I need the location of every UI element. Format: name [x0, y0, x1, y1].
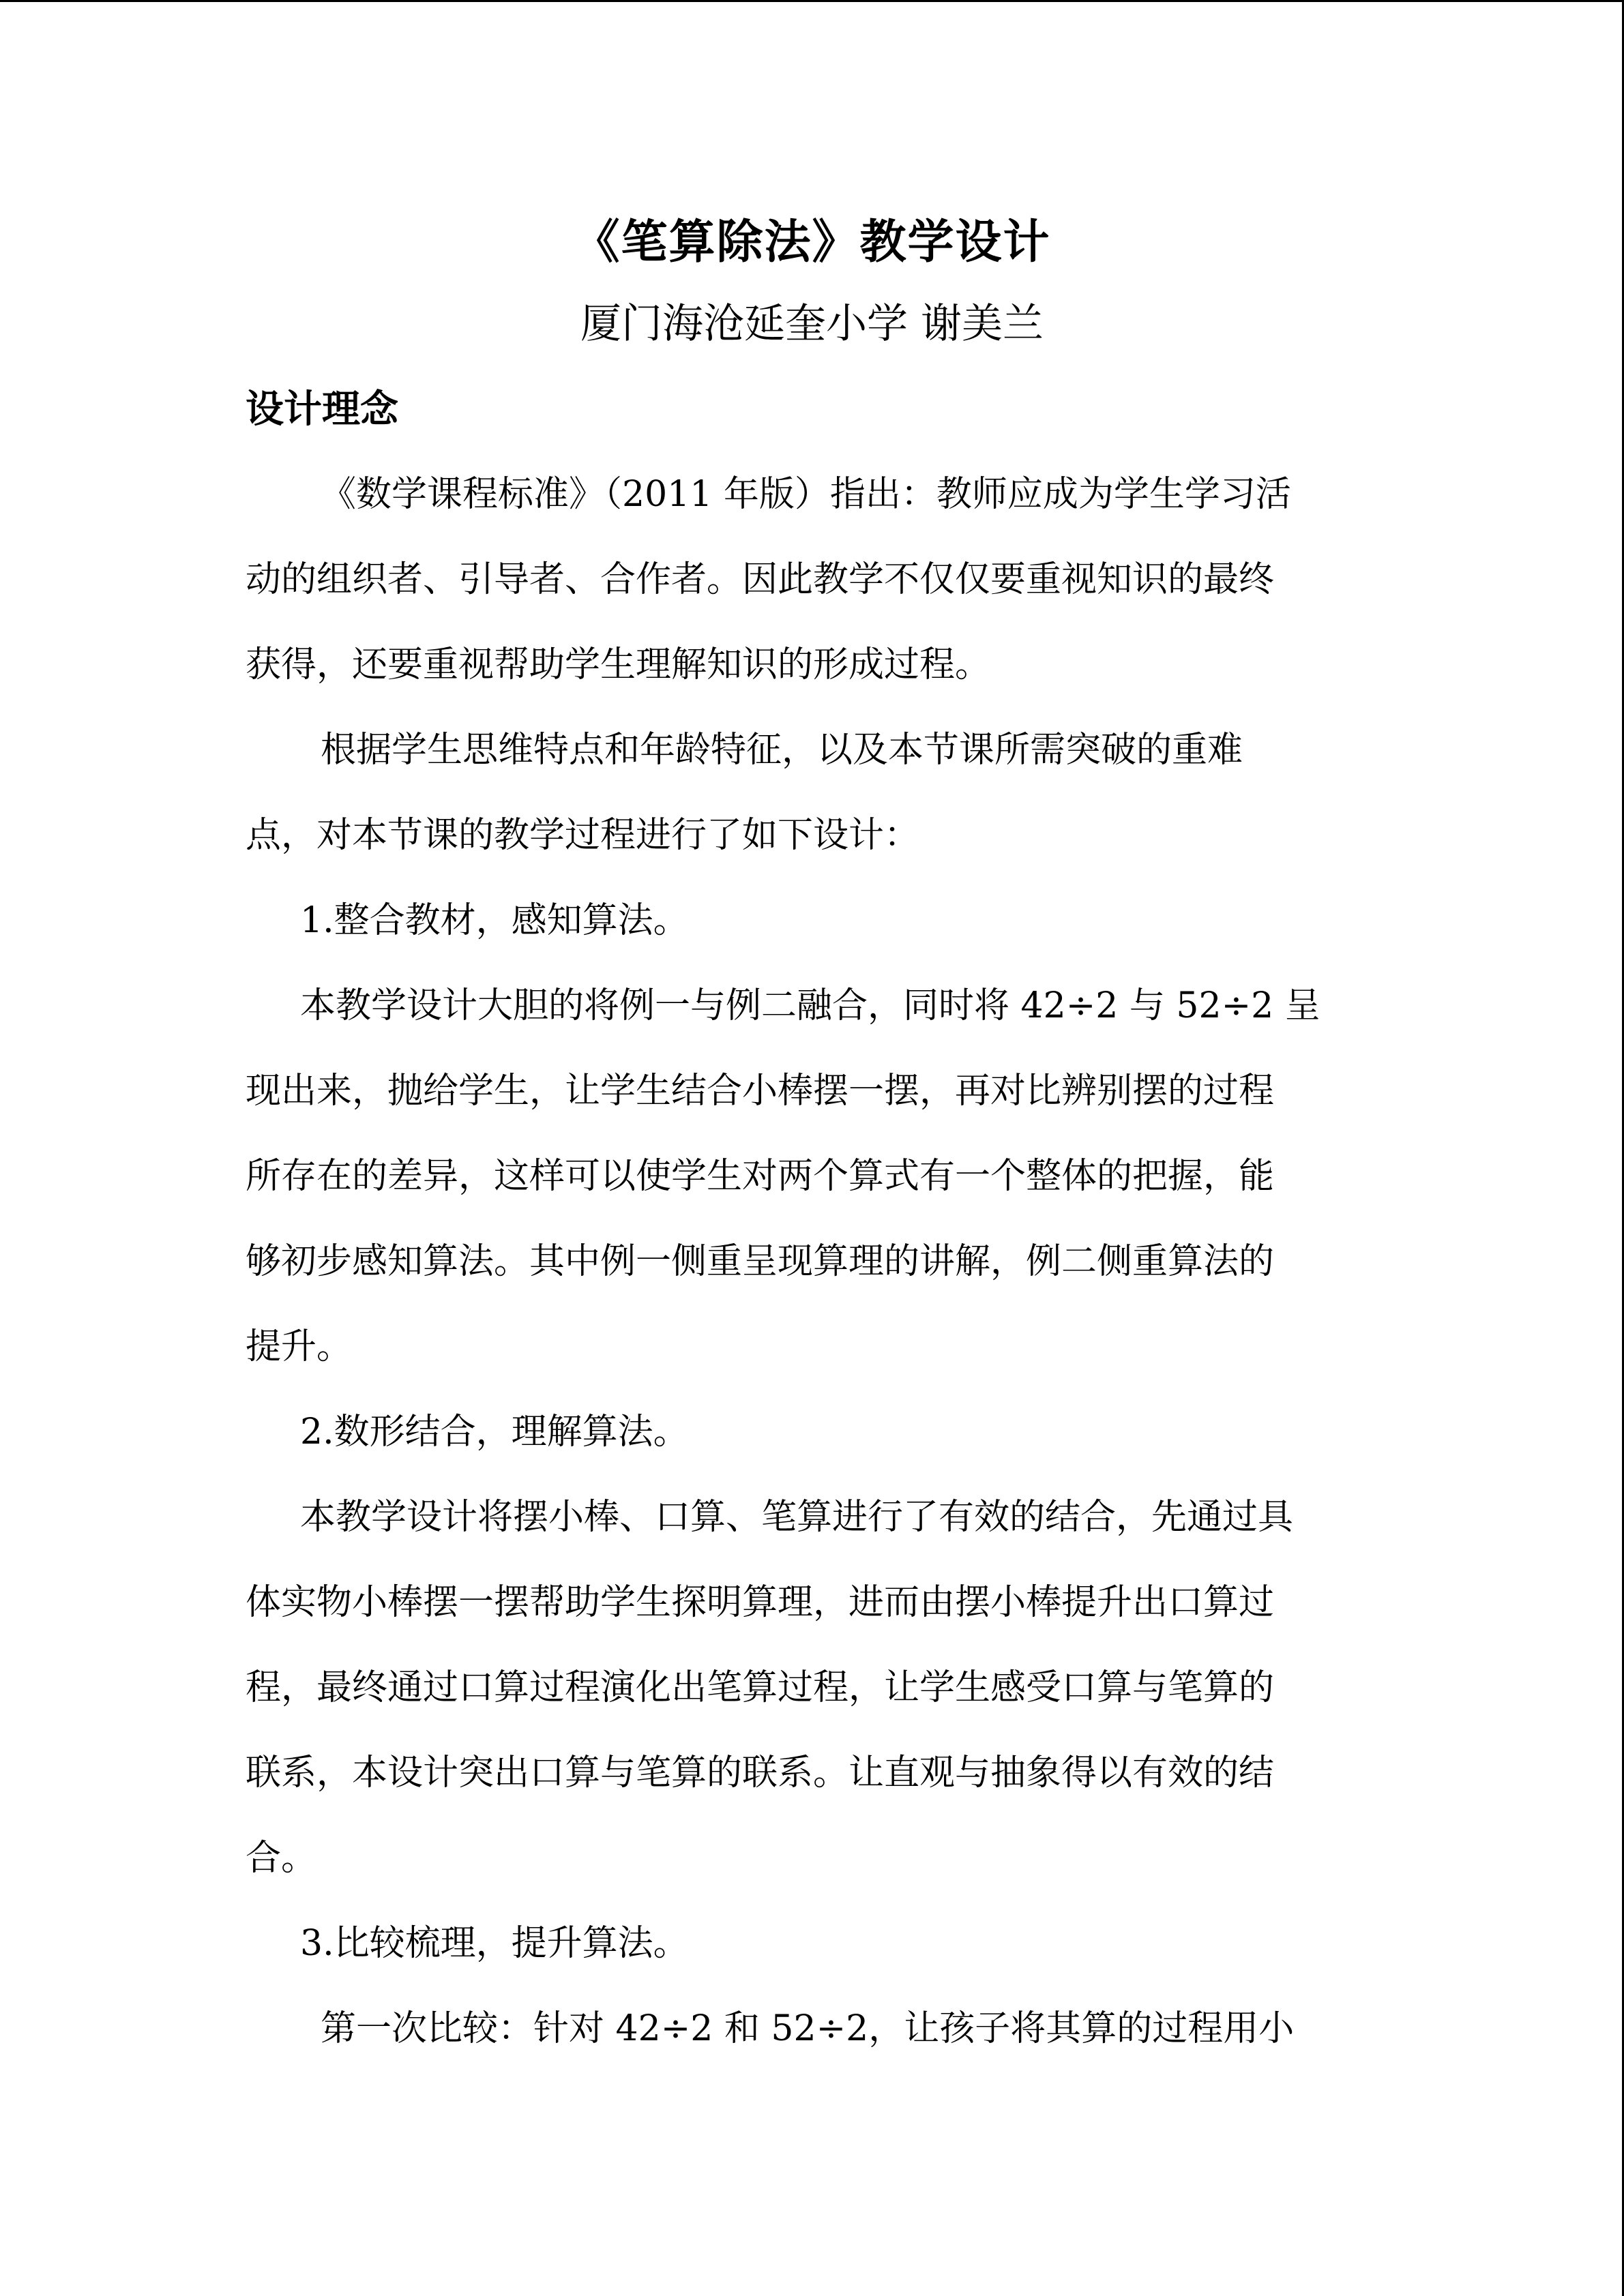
- paragraph-line: 程，最终通过口算过程演化出笔算过程，让学生感受口算与笔算的: [246, 1667, 1275, 1708]
- list-item-heading: 3.比较梳理，提升算法。: [300, 1923, 689, 1964]
- paragraph-line: 提升。: [246, 1326, 353, 1367]
- paragraph-line: 本教学设计大胆的将例一与例二融合，同时将 42÷2 与 52÷2 呈: [300, 985, 1320, 1026]
- paragraph-line: 所存在的差异，这样可以使学生对两个算式有一个整体的把握，能: [246, 1156, 1275, 1197]
- paragraph-line: 现出来，抛给学生，让学生结合小棒摆一摆，再对比辨别摆的过程: [246, 1071, 1275, 1112]
- document-author: 厦门海沧延奎小学 谢美兰: [580, 300, 1044, 348]
- paragraph-line: 根据学生思维特点和年龄特征，以及本节课所需突破的重难: [321, 730, 1243, 771]
- paragraph-line: 本教学设计将摆小棒、口算、笔算进行了有效的结合，先通过具: [300, 1497, 1294, 1538]
- section-heading: 设计理念: [246, 387, 398, 432]
- paragraph-line: 合。: [246, 1838, 317, 1879]
- paragraph-line: 获得，还要重视帮助学生理解知识的形成过程。: [246, 644, 991, 685]
- document-title: 《笔算除法》教学设计: [573, 215, 1051, 269]
- list-item-heading: 2.数形结合，理解算法。: [300, 1412, 689, 1452]
- paragraph-line: 动的组织者、引导者、合作者。因此教学不仅仅要重视知识的最终: [246, 559, 1275, 600]
- paragraph-line: 点，对本节课的教学过程进行了如下设计：: [246, 815, 920, 856]
- page-border-top: [0, 0, 1624, 2]
- paragraph-line: 《数学课程标准》（2011 年版）指出：教师应成为学生学习活: [321, 474, 1291, 515]
- paragraph-line: 体实物小棒摆一摆帮助学生探明算理，进而由摆小棒提升出口算过: [246, 1582, 1275, 1623]
- paragraph-line: 够初步感知算法。其中例一侧重呈现算理的讲解，例二侧重算法的: [246, 1241, 1275, 1282]
- paragraph-line: 联系，本设计突出口算与笔算的联系。让直观与抽象得以有效的结: [246, 1753, 1275, 1793]
- list-item-heading: 1.整合教材，感知算法。: [300, 900, 689, 941]
- paragraph-line: 第一次比较：针对 42÷2 和 52÷2，让孩子将其算的过程用小: [321, 2008, 1295, 2049]
